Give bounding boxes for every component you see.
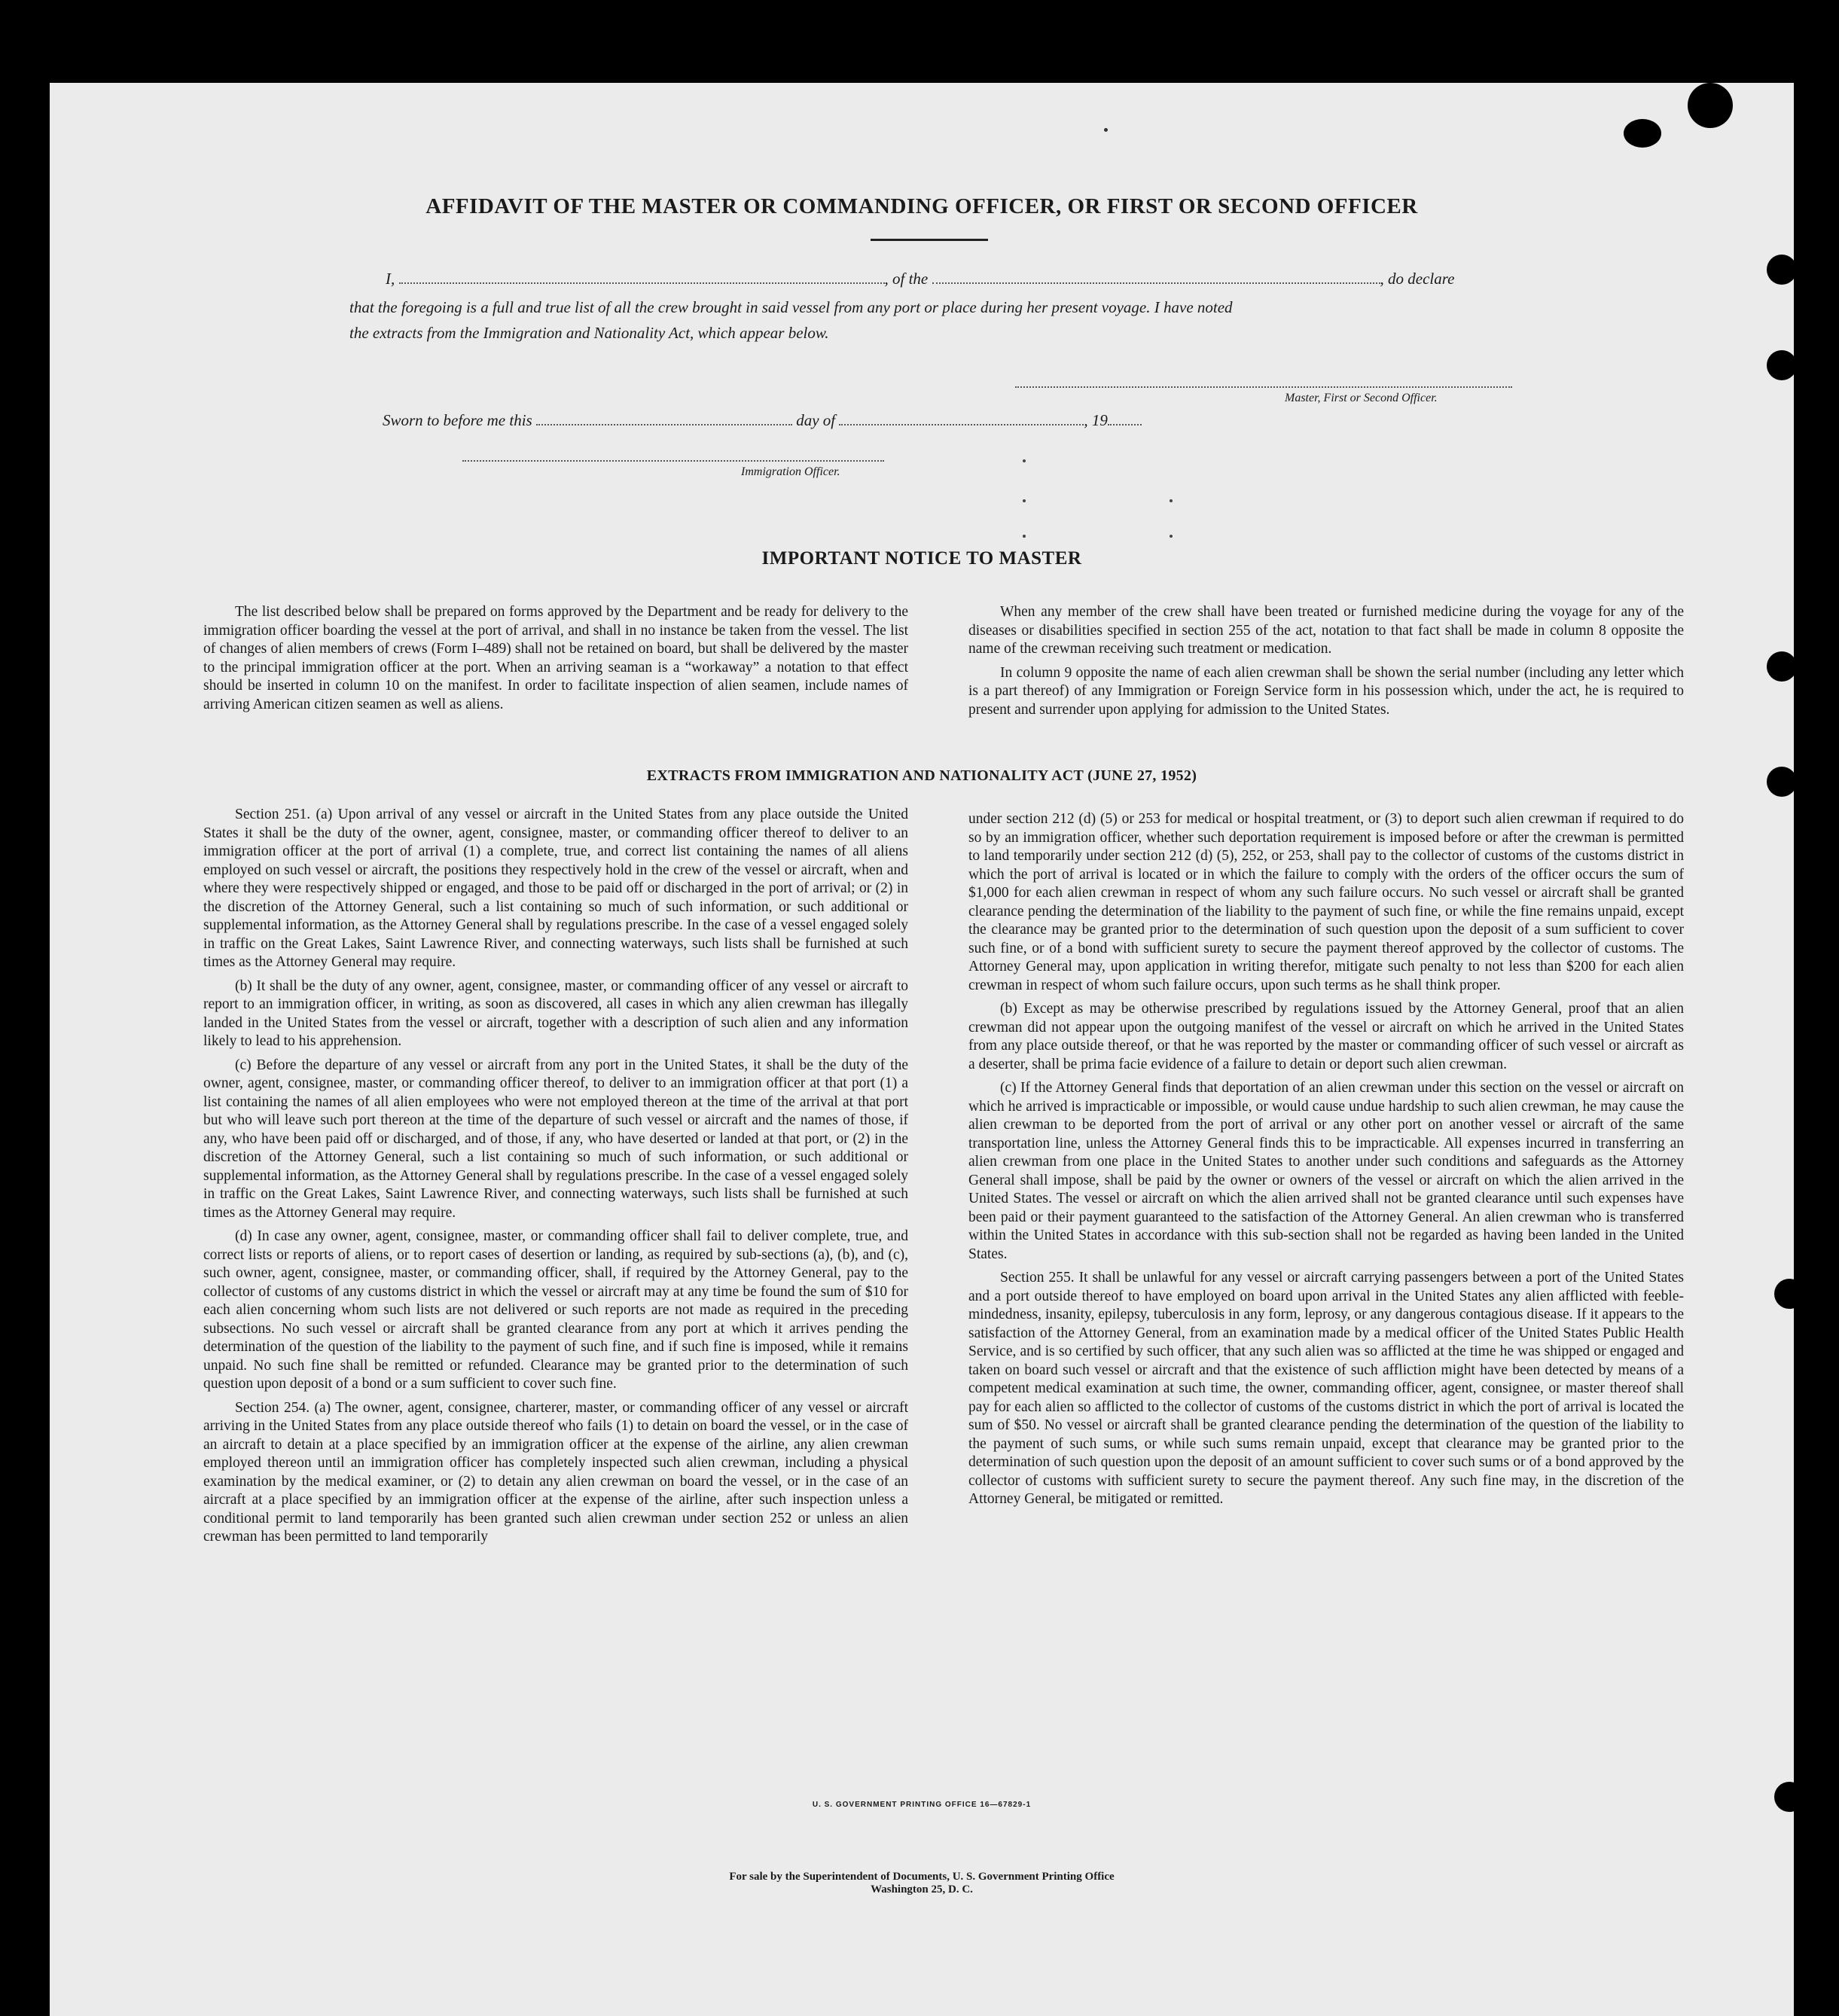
section-251-a: Section 251. (a) Upon arrival of any vessel or aircraft in the United States from any place outside the United States it shall be the duty of the owner, agent, consignee, master, or commanding officer thereof to deliver to an immigration officer at the port of arrival (1) a complete, true, and correct list containing the names of all aliens employed on such vessel or aircraft, the positions they respectively hold in the crew of the vessel or aircraft, when and where they were respectively shipped or engaged, and those to be paid off or discharged in the port of arrival; or (2) in the discretion of the Attorney General, such a list containing so much of such information, or such additional or supplemental information, as the Attorney General shall by regulations prescribe. In the case of a vessel engaged solely in traffic on the Great Lakes, Saint Lawrence River, and connecting waterways, such lists shall be furnished at such times as the Attorney General may require.	[203, 807, 908, 970]
scan-speck	[1023, 535, 1026, 538]
notice-right-paragraph-2: In column 9 opposite the name of each alien crewman shall be shown the serial number (including any letter which is a part thereof) of any Immigration or Foreign Service form in his possession which, under the act, he is required to present and surrender upon applying for admission to the United States.	[968, 664, 1684, 718]
corner-tear	[1624, 119, 1661, 148]
scan-speck	[1170, 535, 1173, 538]
scan-speck	[1170, 499, 1173, 502]
vessel-blank[interactable]	[932, 278, 1380, 284]
declaration-line-3: the extracts from the Immigration and Nationality Act, which appear below.	[349, 324, 829, 342]
sworn-month-blank[interactable]	[839, 419, 1084, 425]
sworn-year-blank[interactable]	[1108, 419, 1142, 425]
binder-hole	[1767, 651, 1794, 682]
notice-right-column	[968, 603, 1684, 724]
master-signature-line[interactable]	[1015, 386, 1512, 388]
affidavit-title: AFFIDAVIT OF THE MASTER OR COMMANDING OFFICER, OR FIRST OR SECOND OFFICER	[425, 194, 1418, 218]
section-255: Section 255. It shall be unlawful for any vessel or aircraft carrying passengers between a port of the United States and a port outside thereof to have employed on board upon arrival in the United States any alien afflicted with feeble-mindedness, insanity, epilepsy, tuberculosis in any form, leprosy, or any dangerous contagious disease. If it appears to the satisfaction of the Attorney General, from an examination made by a medical officer of the United States Public Health Service, and is so certified by such officer, that any such alien was so afflicted at the time he was shipped or engaged and taken on board such vessel or aircraft and that the existence of such affliction might have been detected by means of a competent medical examination at such time, the owner, commanding officer, agent, consignee, or master thereof shall pay for each alien so afflicted to the collector of customs of the customs district in which the port of arrival is located the sum of $50. No vessel or aircraft shall be granted clearance pending the determination of the question of the liability to the payment of such sums, or while such sums remain unpaid, except that clearance may be granted prior to the determination of such question upon the deposit of an amount sufficient to cover such sums or of a bond approved by the collector of customs with sufficient surety to secure the payment thereof. Any such fine may, in the discretion of the Attorney General, be mitigated or remitted.	[968, 1270, 1684, 1507]
sale-notice-line-2: Washington 25, D. C.	[871, 1883, 973, 1896]
binder-hole	[1767, 350, 1794, 380]
sworn-line: Sworn to before me this day of , 19	[383, 411, 1324, 430]
extracts-left-column	[203, 806, 908, 1552]
section-251-d: (d) In case any owner, agent, consignee, master, or commanding officer shall fail to deliver complete, true, and correct lists or reports of aliens, or to report cases of desertion or landing, as required by sub-sections (a), (b), and (c), such owner, agent, consignee, master, or commanding officer, shall, if required by the Attorney General, pay to the collector of customs of any customs district in which the vessel or aircraft may at any time be found the sum of $10 for each alien concerning whom such lists are not delivered or such reports are not made as required in the preceding subsections. No such vessel or aircraft shall be granted clearance from any port at which it arrives pending the determination of the question of the liability to the payment of such fine, and if such fine is imposed, while it remains unpaid. No such fine shall be remitted or refunded. Clearance may be granted prior to the determination of such question upon deposit of a bond or a sum sufficient to cover such fine.	[203, 1228, 908, 1392]
binder-hole	[1767, 767, 1794, 797]
sworn-date-blank[interactable]	[536, 419, 792, 425]
master-signature-label: Master, First or Second Officer.	[1285, 392, 1438, 404]
extracts-title: EXTRACTS FROM IMMIGRATION AND NATIONALITY ACT (JUNE 27, 1952)	[646, 767, 1197, 784]
binder-hole	[1774, 1279, 1794, 1309]
section-254-b: (b) Except as may be otherwise prescribed by regulations issued by the Attorney General, proof that an alien crewman did not appear upon the outgoing manifest of the vessel or aircraft on which he arrived in the United States from any place outside thereof, or that he was reported by the master or commanding officer of such vessel or aircraft as a deserter, shall be prima facie evidence of a failure to detain or deport such alien crewman.	[968, 1001, 1684, 1072]
immigration-officer-signature-line[interactable]	[462, 460, 884, 462]
immigration-officer-label: Immigration Officer.	[741, 465, 840, 478]
section-254-a-continued: under section 212 (d) (5) or 253 for medical or hospital treatment, or (3) to deport such alien crewman if required to do so by an immigration officer, whether such deportation requirement is imposed before or after the crewman is permitted to land temporarily under section 212 (d) (5), 252, or 253, shall pay to the collector of customs of the customs district in which the port of arrival is located or in which the failure to comply with the orders of the officer occurs the sum of $1,000 for each alien crewman in respect of whom any such failure occurs. No such vessel or aircraft shall be granted clearance pending the determination of the liability to the payment of such fine, or while the fine remains unpaid, except the clearance may be granted prior to the determination of such question upon the deposit of a sum sufficient to cover such fine, or of a bond with sufficient surety to secure the payment thereof approved by the collector of customs. The Attorney General may, upon application in writing therefor, mitigate such penalty to not less than $200 for each alien crewman in respect of whom such failure occurs, upon such terms as he shall think proper.	[968, 811, 1684, 993]
notice-left-paragraph: The list described below shall be prepared on forms approved by the Department and be ready for delivery to the immigration officer boarding the vessel at the port of arrival, and shall in no instance be taken from the vessel. The list of changes of alien members of crews (Form I–489) shall not be retained on board, but shall be delivered by the master to the principal immigration officer at the port. When an arriving seaman is a “workaway” a notation to that effect should be inserted in column 10 on the manifest. In order to facilitate inspection of alien seamen, include names of arriving American citizen seamen as well as aliens.	[203, 604, 908, 712]
scan-speck	[1104, 128, 1108, 132]
section-251-b: (b) It shall be the duty of any owner, agent, consignee, master, or commanding officer of any vessel or aircraft to report to an immigration officer, in writing, as soon as discovered, all cases in which any alien crewman has illegally landed in the United States from the vessel or aircraft, together with a description of such alien and any information likely to lead to his apprehension.	[203, 978, 908, 1049]
extracts-right-column	[968, 810, 1684, 1514]
section-251-c: (c) Before the departure of any vessel or aircraft from any port in the United States, it shall be the duty of the owner, agent, consignee, master, or commanding officer thereof, to deliver to an immigration officer at that port (1) a list containing the names of all alien employees who were not employed thereon at the time of the arrival at that port but who will leave such port thereon at the time of the departure of such vessel or aircraft and the names of those, if any, who have been paid off or discharged, and of those, if any, who have deserted or landed at that port, or (2) in the discretion of the Attorney General, such a list containing so much of such information, or such additional or supplemental information, as the Attorney General shall by regulations prescribe. In the case of a vessel engaged solely in traffic on the Great Lakes, Saint Lawrence River, and connecting waterways, such lists shall be furnished at such times as the Attorney General may require.	[203, 1057, 908, 1221]
corner-tear	[1688, 83, 1733, 128]
scan-speck	[1023, 459, 1026, 462]
notice-title: IMPORTANT NOTICE TO MASTER	[761, 548, 1082, 569]
section-254-a: Section 254. (a) The owner, agent, consignee, charterer, master, or commanding officer of any vessel or aircraft arriving in the United States from any place outside thereof who fails (1) to detain on board the vessel, or in the case of an aircraft to detain at a place specified by an immigration officer at the expense of the airline, any alien crewman employed thereon until an immigration officer has completely inspected such alien crewman, including a physical examination by the medical examiner, or (2) to detain any alien crewman on board the vessel, or in the case of an aircraft at a place specified by an immigration officer at the expense of the airline, after such inspection unless a conditional permit to land temporarily has been granted such alien crewman under section 252 or unless an alien crewman has been permitted to land temporarily	[203, 1399, 908, 1545]
binder-hole	[1767, 255, 1794, 285]
notice-left-column	[203, 603, 908, 719]
printing-office-imprint: U. S. GOVERNMENT PRINTING OFFICE 16—67829-1	[812, 1801, 1032, 1809]
declaration-line-2: that the foregoing is a full and true list of all the crew brought in said vessel from any port or place during her present voyage. I have noted	[349, 298, 1233, 316]
title-rule	[871, 239, 988, 241]
sale-notice-line-1: For sale by the Superintendent of Documents, U. S. Government Printing Office	[729, 1871, 1115, 1883]
document-page	[50, 83, 1794, 2016]
name-blank[interactable]	[399, 278, 885, 284]
notice-right-paragraph-1: When any member of the crew shall have been treated or furnished medicine during the voyage for any of the diseases or disabilities specified in section 255 of the act, notation to that fact shall be made in column 8 opposite the name of the crewman receiving such treatment or medication.	[968, 604, 1684, 657]
declaration-line-1: I, , of the , do declare	[386, 270, 1455, 288]
section-254-c: (c) If the Attorney General finds that deportation of an alien crewman under this section on the vessel or aircraft on which he arrived is impracticable or impossible, or would cause undue hardship to such alien crewman, he may cause the alien crewman to be deported from the port of arrival or any other port on another vessel or aircraft of the same transportation line, unless the Attorney General finds this to be impracticable. All expenses incurred in transferring an alien crewman from one place in the United States to another under such conditions and safeguards as the Attorney General shall impose, shall be paid by the owner or owners of the vessel or aircraft on which the alien arrived in the United States. The vessel or aircraft on which the alien arrived shall not be granted clearance until such expenses have been paid or their payment guaranteed to the satisfaction of the Attorney General. An alien crewman who is transferred within the United States in accordance with this sub-section shall not be regarded as having been landed in the United States.	[968, 1080, 1684, 1262]
scan-speck	[1023, 499, 1026, 502]
sale-notice	[50, 1871, 1794, 1896]
